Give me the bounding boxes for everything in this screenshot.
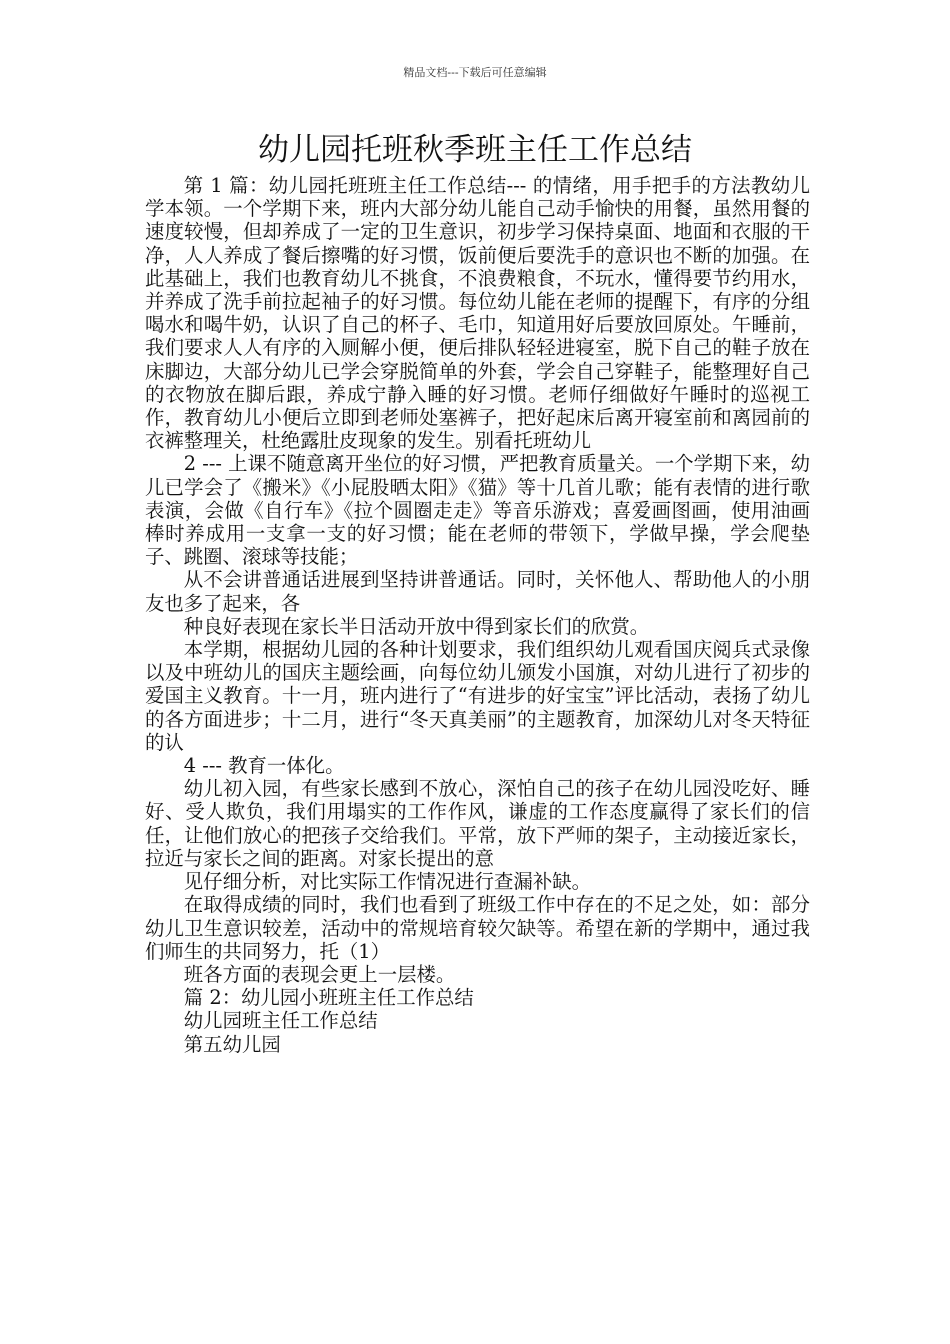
paragraph: 在取得成绩的同时，我们也看到了班级工作中存在的不足之处，如：部分幼儿卫生意识较差，活动中的常规培育较欠缺等。希望在新的学期中，通过我们师生的共同努力，托（1） xyxy=(145,893,810,963)
paragraph: 2 --- 上课不随意离开坐位的好习惯，严把教育质量关。一个学期下来，幼儿已学会了《搬米》《小屁股晒太阳》《猫》等十几首儿歌；能有表情的进行歌表演，会做《自行车》《拉个圆圈走走》等音乐游戏；喜爱画图画，使用油画棒时养成用一支拿一支的好习惯；能在老师的带领下，学做早操，学会爬垫子、跳圈、滚球等技能； xyxy=(145,452,810,569)
section-heading: 幼儿园班主任工作总结 xyxy=(183,1009,378,1033)
document-body xyxy=(145,174,810,1056)
paragraph: 种良好表现在家长半日活动开放中得到家长们的欣赏。 xyxy=(183,614,650,638)
paragraph: 班各方面的表现会更上一层楼。 xyxy=(183,962,456,986)
paragraph: 幼儿初入园，有些家长感到不放心，深怕自己的孩子在幼儿园没吃好、睡好、受人欺负，我们用塌实的工作作风，谦虚的工作态度赢得了家长们的信任，让他们放心的把孩子交给我们。平常，放下严师的架子，主动接近家长，拉近与家长之间的距离。对家长提出的意 xyxy=(145,777,810,870)
page-header-note: 精品文档---下载后可任意编辑 xyxy=(403,66,547,79)
paragraph: 见仔细分析，对比实际工作情况进行查漏补缺。 xyxy=(183,870,591,894)
paragraph: 4 --- 教育一体化。 xyxy=(183,754,345,778)
paragraph: 从不会讲普通话进展到坚持讲普通话。同时，关怀他人、帮助他人的小朋友也多了起来，各 xyxy=(145,568,810,615)
paragraph: 本学期，根据幼儿园的各种计划要求，我们组织幼儿观看国庆阅兵式录像以及中班幼儿的国庆主题绘画，向每位幼儿颁发小国旗，对幼儿进行了初步的爱国主义教育。十一月，班内进行了“有进步的好宝宝”评比活动，表扬了幼儿的各方面进步；十二月，进行“冬天真美丽”的主题教育，加深幼儿对冬天特征的认 xyxy=(145,638,810,754)
section-heading: 篇 2：幼儿园小班班主任工作总结 xyxy=(183,986,474,1010)
document-title: 幼儿园托班秋季班主任工作总结 xyxy=(258,132,692,168)
paragraph: 第 1 篇：幼儿园托班班主任工作总结--- 的情绪，用手把手的方法教幼儿学本领。一个学期下来，班内大部分幼儿能自己动手愉快的用餐，虽然用餐的速度较慢，但却养成了一定的卫生意识，初步学习保持桌面、地面和衣服的干净，人人养成了餐后擦嘴的好习惯，饭前便后要洗手的意识也不断的加强。在此基础上，我们也教育幼儿不挑食，不浪费粮食，不玩水，懂得要节约用水，并养成了洗手前拉起袖子的好习惯。每位幼儿能在老师的提醒下，有序的分组喝水和喝牛奶，认识了自己的杯子、毛巾，知道用好后要放回原处。午睡前，我们要求人人有序的入厕解小便，便后排队轻轻进寝室，脱下自己的鞋子放在床脚边，大部分幼儿已学会穿脱简单的外套，学会自己穿鞋子，能整理好自己的衣物放在脚后跟，养成宁静入睡的好习惯。老师仔细做好午睡时的巡视工作，教育幼儿小便后立即到老师处塞裤子，把好起床后离开寝室前和离园前的衣裤整理关，杜绝露肚皮现象的发生。别看托班幼儿 xyxy=(145,174,810,453)
section-heading: 第五幼儿园 xyxy=(183,1032,281,1056)
